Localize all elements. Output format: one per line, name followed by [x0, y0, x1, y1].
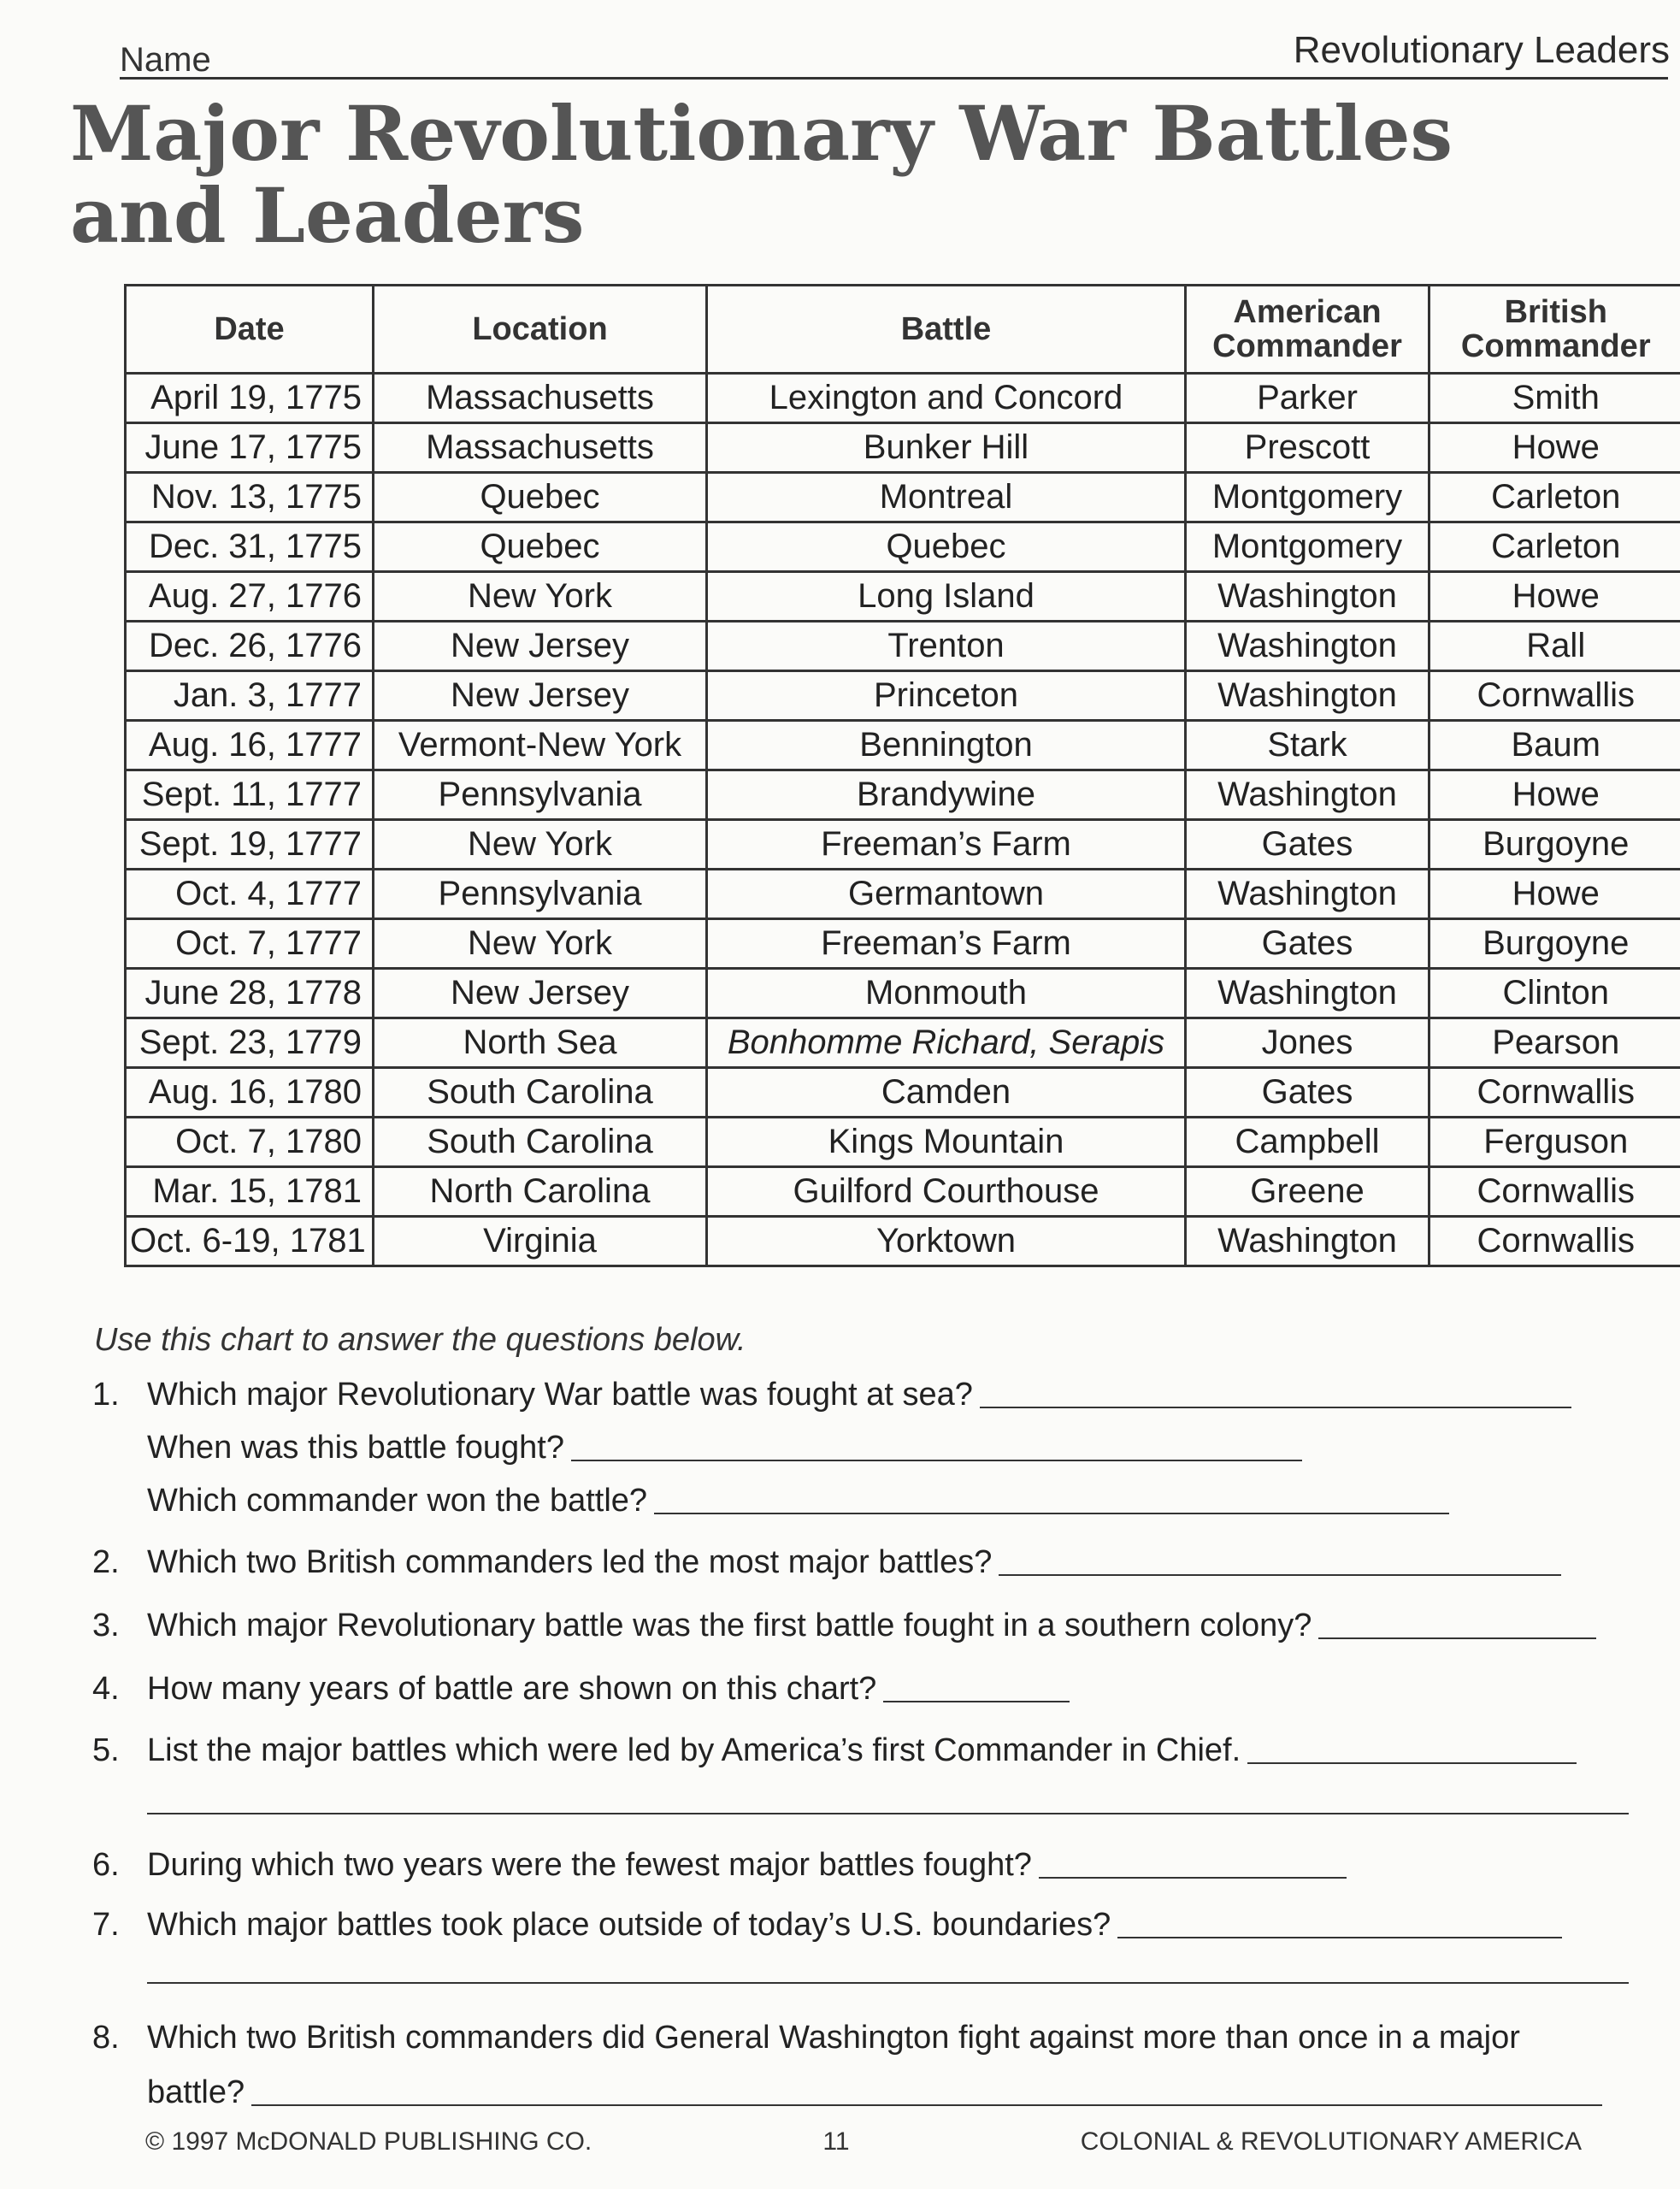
column-header-location: Location: [374, 286, 707, 374]
unit-title: Revolutionary Leaders: [1293, 29, 1670, 71]
table-row: [126, 1167, 1680, 1217]
question-4: [92, 1671, 1070, 1708]
location-cell: South Carolina: [374, 1118, 707, 1167]
table-row: [126, 870, 1680, 919]
british-commander-cell: Ferguson: [1429, 1118, 1680, 1167]
page-number: 11: [822, 2127, 850, 2156]
question-number: 2.: [92, 1544, 120, 1580]
battle-cell: Freeman’s Farm: [707, 919, 1186, 969]
battle-cell: Quebec: [707, 522, 1186, 572]
american-commander-cell: Jones: [1186, 1018, 1429, 1068]
british-commander-cell: Rall: [1429, 622, 1680, 671]
british-commander-cell: Howe: [1429, 770, 1680, 820]
date-cell: Jan. 3, 1777: [126, 671, 374, 721]
british-commander-cell: Howe: [1429, 423, 1680, 473]
question-text: When was this battle fought?: [147, 1430, 564, 1466]
british-commander-cell: Baum: [1429, 721, 1680, 770]
battle-cell: Long Island: [707, 572, 1186, 622]
table-row: [126, 1068, 1680, 1118]
location-cell: New York: [374, 572, 707, 622]
british-commander-cell: Cornwallis: [1429, 1217, 1680, 1266]
answer-line[interactable]: [1318, 1637, 1596, 1639]
question-text: Which two British commanders did General Washington fight against more than once in a major: [147, 2020, 1520, 2056]
name-label: Name: [120, 41, 211, 79]
location-cell: Quebec: [374, 522, 707, 572]
american-commander-cell: Washington: [1186, 671, 1429, 721]
table-row: [126, 522, 1680, 572]
battle-cell: Kings Mountain: [707, 1118, 1186, 1167]
answer-line[interactable]: [883, 1701, 1070, 1702]
date-cell: Nov. 13, 1775: [126, 473, 374, 522]
location-cell: New Jersey: [374, 969, 707, 1018]
date-cell: Sept. 23, 1779: [126, 1018, 374, 1068]
british-commander-cell: Burgoyne: [1429, 820, 1680, 870]
answer-line[interactable]: [654, 1513, 1449, 1514]
table-row: [126, 721, 1680, 770]
british-commander-cell: Cornwallis: [1429, 671, 1680, 721]
table-header-row: [126, 286, 1680, 374]
table-row: [126, 374, 1680, 423]
table-row: [126, 770, 1680, 820]
date-cell: Oct. 6-19, 1781: [126, 1217, 374, 1266]
american-commander-cell: Stark: [1186, 721, 1429, 770]
battle-cell: Brandywine: [707, 770, 1186, 820]
table-row: [126, 1018, 1680, 1068]
question-1: [92, 1377, 1571, 1413]
american-commander-cell: Washington: [1186, 969, 1429, 1018]
question-text: Which major battles took place outside of today’s U.S. boundaries?: [147, 1907, 1111, 1943]
american-commander-cell: Campbell: [1186, 1118, 1429, 1167]
table-row: [126, 671, 1680, 721]
battles-table: [124, 284, 1680, 1267]
date-cell: June 17, 1775: [126, 423, 374, 473]
column-header-american-commander: [1186, 286, 1429, 374]
table-row: [126, 473, 1680, 522]
answer-line-continued[interactable]: [147, 1982, 1629, 1984]
table-row: [126, 969, 1680, 1018]
answer-line[interactable]: [999, 1574, 1561, 1576]
table-body: [126, 374, 1680, 1266]
british-commander-cell: Howe: [1429, 870, 1680, 919]
american-commander-cell: Washington: [1186, 870, 1429, 919]
american-commander-cell: Montgomery: [1186, 522, 1429, 572]
american-commander-cell: Gates: [1186, 919, 1429, 969]
date-cell: Sept. 11, 1777: [126, 770, 374, 820]
location-cell: New York: [374, 919, 707, 969]
battle-cell: Germantown: [707, 870, 1186, 919]
american-commander-cell: Washington: [1186, 1217, 1429, 1266]
table-row: [126, 622, 1680, 671]
british-commander-cell: Howe: [1429, 572, 1680, 622]
question-text: Which major Revolutionary battle was the first battle fought in a southern colony?: [147, 1608, 1312, 1643]
instructions: Use this chart to answer the questions below.: [94, 1322, 746, 1358]
question-number: 1.: [92, 1377, 120, 1413]
date-cell: Oct. 7, 1777: [126, 919, 374, 969]
question-text: Which major Revolutionary War battle was fought at sea?: [147, 1377, 973, 1413]
table-row: [126, 1118, 1680, 1167]
table-row: [126, 919, 1680, 969]
american-commander-cell: Greene: [1186, 1167, 1429, 1217]
question-8: [92, 2020, 1520, 2056]
date-cell: Oct. 4, 1777: [126, 870, 374, 919]
column-header-british-commander: [1429, 286, 1680, 374]
location-cell: North Sea: [374, 1018, 707, 1068]
question-number: 5.: [92, 1732, 120, 1768]
table-row: [126, 820, 1680, 870]
question-text: battle?: [147, 2074, 245, 2110]
question-number: 3.: [92, 1608, 120, 1643]
british-commander-cell: Carleton: [1429, 522, 1680, 572]
answer-line[interactable]: [571, 1460, 1302, 1461]
question-3: [92, 1608, 1596, 1644]
american-commander-header-text: American Commander: [1212, 294, 1402, 364]
date-cell: Aug. 16, 1780: [126, 1068, 374, 1118]
british-commander-cell: Clinton: [1429, 969, 1680, 1018]
answer-line[interactable]: [980, 1407, 1571, 1408]
table-row: [126, 1217, 1680, 1266]
battle-cell: Guilford Courthouse: [707, 1167, 1186, 1217]
british-commander-header-text: British Commander: [1460, 294, 1651, 364]
british-commander-cell: Cornwallis: [1429, 1068, 1680, 1118]
location-cell: Quebec: [374, 473, 707, 522]
location-cell: Virginia: [374, 1217, 707, 1266]
column-header-date: Date: [126, 286, 374, 374]
footer: [145, 2127, 1582, 2157]
battle-cell: Bonhomme Richard, Serapis: [707, 1018, 1186, 1068]
location-cell: Massachusetts: [374, 423, 707, 473]
battle-cell: Princeton: [707, 671, 1186, 721]
question-number: 8.: [92, 2020, 120, 2056]
date-cell: Dec. 31, 1775: [126, 522, 374, 572]
page-title: Major Revolutionary War Battles and Leaders: [70, 89, 1453, 260]
date-cell: Sept. 19, 1777: [126, 820, 374, 870]
location-cell: New Jersey: [374, 622, 707, 671]
american-commander-cell: Washington: [1186, 770, 1429, 820]
question-7: [92, 1907, 1562, 1944]
question-number: 7.: [92, 1907, 120, 1943]
question-text: List the major battles which were led by America’s first Commander in Chief.: [147, 1732, 1241, 1768]
battle-cell: Trenton: [707, 622, 1186, 671]
location-cell: Massachusetts: [374, 374, 707, 423]
date-cell: Aug. 27, 1776: [126, 572, 374, 622]
american-commander-cell: Washington: [1186, 622, 1429, 671]
battle-cell: Monmouth: [707, 969, 1186, 1018]
column-header-battle: Battle: [707, 286, 1186, 374]
british-commander-cell: Smith: [1429, 374, 1680, 423]
british-commander-cell: Carleton: [1429, 473, 1680, 522]
american-commander-cell: Montgomery: [1186, 473, 1429, 522]
question-number: 4.: [92, 1671, 120, 1707]
question-text: During which two years were the fewest major battles fought?: [147, 1847, 1032, 1883]
question-text: Which two British commanders led the most major battles?: [147, 1544, 993, 1580]
question-5: [92, 1732, 1577, 1769]
american-commander-cell: Prescott: [1186, 423, 1429, 473]
location-cell: New Jersey: [374, 671, 707, 721]
location-cell: Pennsylvania: [374, 870, 707, 919]
american-commander-cell: Gates: [1186, 820, 1429, 870]
battle-cell: Montreal: [707, 473, 1186, 522]
question-number: 6.: [92, 1847, 120, 1883]
location-cell: New York: [374, 820, 707, 870]
book-title: COLONIAL & REVOLUTIONARY AMERICA: [1080, 2127, 1582, 2156]
question-8-part-2: [147, 2074, 1602, 2111]
question-1-part-2: [147, 1430, 1302, 1466]
british-commander-cell: Burgoyne: [1429, 919, 1680, 969]
location-cell: South Carolina: [374, 1068, 707, 1118]
copyright-text: © 1997 McDONALD PUBLISHING CO.: [145, 2127, 592, 2156]
question-text: How many years of battle are shown on this chart?: [147, 1671, 877, 1707]
date-cell: Dec. 26, 1776: [126, 622, 374, 671]
british-commander-cell: Pearson: [1429, 1018, 1680, 1068]
answer-line[interactable]: [1039, 1877, 1347, 1879]
location-cell: Vermont-New York: [374, 721, 707, 770]
american-commander-cell: Parker: [1186, 374, 1429, 423]
battle-cell: Camden: [707, 1068, 1186, 1118]
date-cell: Aug. 16, 1777: [126, 721, 374, 770]
american-commander-cell: Washington: [1186, 572, 1429, 622]
date-cell: Oct. 7, 1780: [126, 1118, 374, 1167]
location-cell: North Carolina: [374, 1167, 707, 1217]
answer-line-continued[interactable]: [147, 1813, 1629, 1814]
battle-cell: Bennington: [707, 721, 1186, 770]
location-cell: Pennsylvania: [374, 770, 707, 820]
date-cell: Mar. 15, 1781: [126, 1167, 374, 1217]
battle-cell: Bunker Hill: [707, 423, 1186, 473]
name-line: [120, 77, 1668, 80]
date-cell: April 19, 1775: [126, 374, 374, 423]
date-cell: June 28, 1778: [126, 969, 374, 1018]
answer-line[interactable]: [251, 2104, 1602, 2106]
battle-cell: Lexington and Concord: [707, 374, 1186, 423]
answer-line[interactable]: [1117, 1937, 1562, 1938]
table-row: [126, 572, 1680, 622]
question-6: [92, 1847, 1347, 1884]
battle-cell: Freeman’s Farm: [707, 820, 1186, 870]
battle-cell: Yorktown: [707, 1217, 1186, 1266]
question-2: [92, 1544, 1561, 1581]
american-commander-cell: Gates: [1186, 1068, 1429, 1118]
british-commander-cell: Cornwallis: [1429, 1167, 1680, 1217]
question-1-part-3: [147, 1483, 1449, 1519]
question-text: Which commander won the battle?: [147, 1483, 648, 1519]
answer-line[interactable]: [1247, 1762, 1577, 1764]
table-row: [126, 423, 1680, 473]
